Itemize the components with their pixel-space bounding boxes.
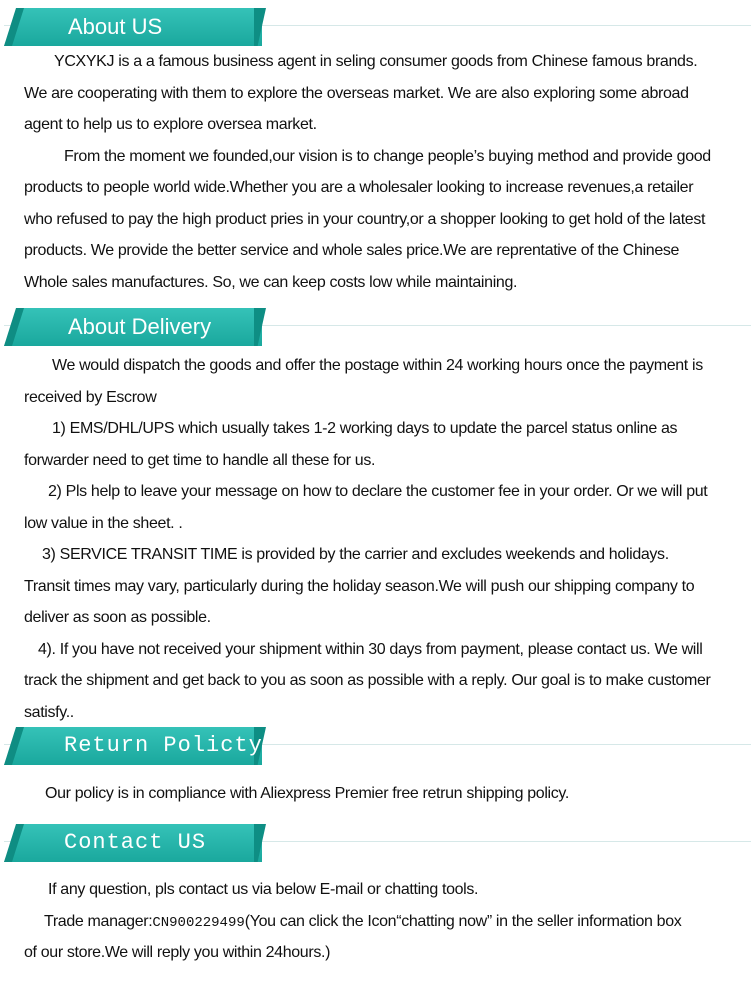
- text-line: forwarder need to get time to handle all these for us.: [24, 451, 376, 469]
- text-line: received by Escrow: [24, 388, 157, 406]
- section-title: Return Policty: [64, 733, 263, 758]
- text-line: 2) Pls help to leave your message on how to declare the customer fee in your order. Or we will put: [48, 483, 708, 500]
- section-header-delivery: [0, 308, 751, 346]
- text-line: From the moment we founded,our vision is to change people’s buying method and provide good: [64, 147, 711, 165]
- text-line: 1) EMS/DHL/UPS which usually takes 1-2 working days to update the parcel status online as: [52, 420, 678, 437]
- text-line: track the shipment and get back to you as soon as possible with a reply. Our goal is to make customer: [24, 672, 711, 689]
- section-header-contact: [0, 824, 751, 862]
- text-line: If any question, pls contact us via below E-mail or chatting tools.: [48, 881, 479, 898]
- delivery-text: [24, 350, 748, 728]
- text-line: We are cooperating with them to explore the overseas market. We are also exploring some abroad: [24, 84, 689, 102]
- return-text: [24, 778, 748, 810]
- text-line: Transit times may vary, particularly during the holiday season.We will push our shipping company to: [24, 577, 695, 595]
- text-line: agent to help us to explore oversea market.: [24, 116, 317, 133]
- section-title: About US: [68, 14, 163, 39]
- text-line: We would dispatch the goods and offer the postage within 24 working hours once the payment is: [52, 357, 703, 374]
- text-line: deliver as soon as possible.: [24, 609, 211, 626]
- text-line: products to people world wide.Whether you are a wholesaler looking to increase revenues,a retailer: [24, 179, 694, 196]
- contact-text: [24, 874, 748, 969]
- about-text: [24, 46, 748, 298]
- section-header-about: [0, 8, 751, 46]
- text-line: 3) SERVICE TRANSIT TIME is provided by the carrier and excludes weekends and holidays.: [42, 546, 669, 563]
- text-line: low value in the sheet. .: [24, 514, 183, 532]
- text-line: satisfy..: [24, 703, 74, 721]
- text-line: who refused to pay the high product pries in your country,or a shopper looking to get hold of the latest: [24, 210, 706, 228]
- section-header-return: [0, 727, 751, 765]
- text-line: 4). If you have not received your shipment within 30 days from payment, please contact us. We will: [38, 640, 703, 658]
- text-line: Whole sales manufactures. So, we can keep costs low while maintaining.: [24, 273, 518, 291]
- trade-manager-label: Trade manager:: [44, 912, 153, 930]
- text-line: Our policy is in compliance with Aliexpress Premier free retrun shipping policy.: [45, 785, 569, 802]
- trade-manager-line: [24, 906, 748, 938]
- trade-manager-note: (You can click the Icon“chatting now” in the seller information box: [244, 912, 682, 930]
- text-line: YCXYKJ is a a famous business agent in seling consumer goods from Chinese famous brands.: [54, 53, 698, 70]
- section-title: About Delivery: [68, 314, 212, 339]
- section-title: Contact US: [64, 830, 207, 855]
- text-line: products. We provide the better service and whole sales price.We are reprentative of the Chinese: [24, 242, 680, 259]
- trade-manager-id: CN900229499: [152, 914, 245, 931]
- text-line: of our store.We will reply you within 24hours.): [24, 944, 331, 961]
